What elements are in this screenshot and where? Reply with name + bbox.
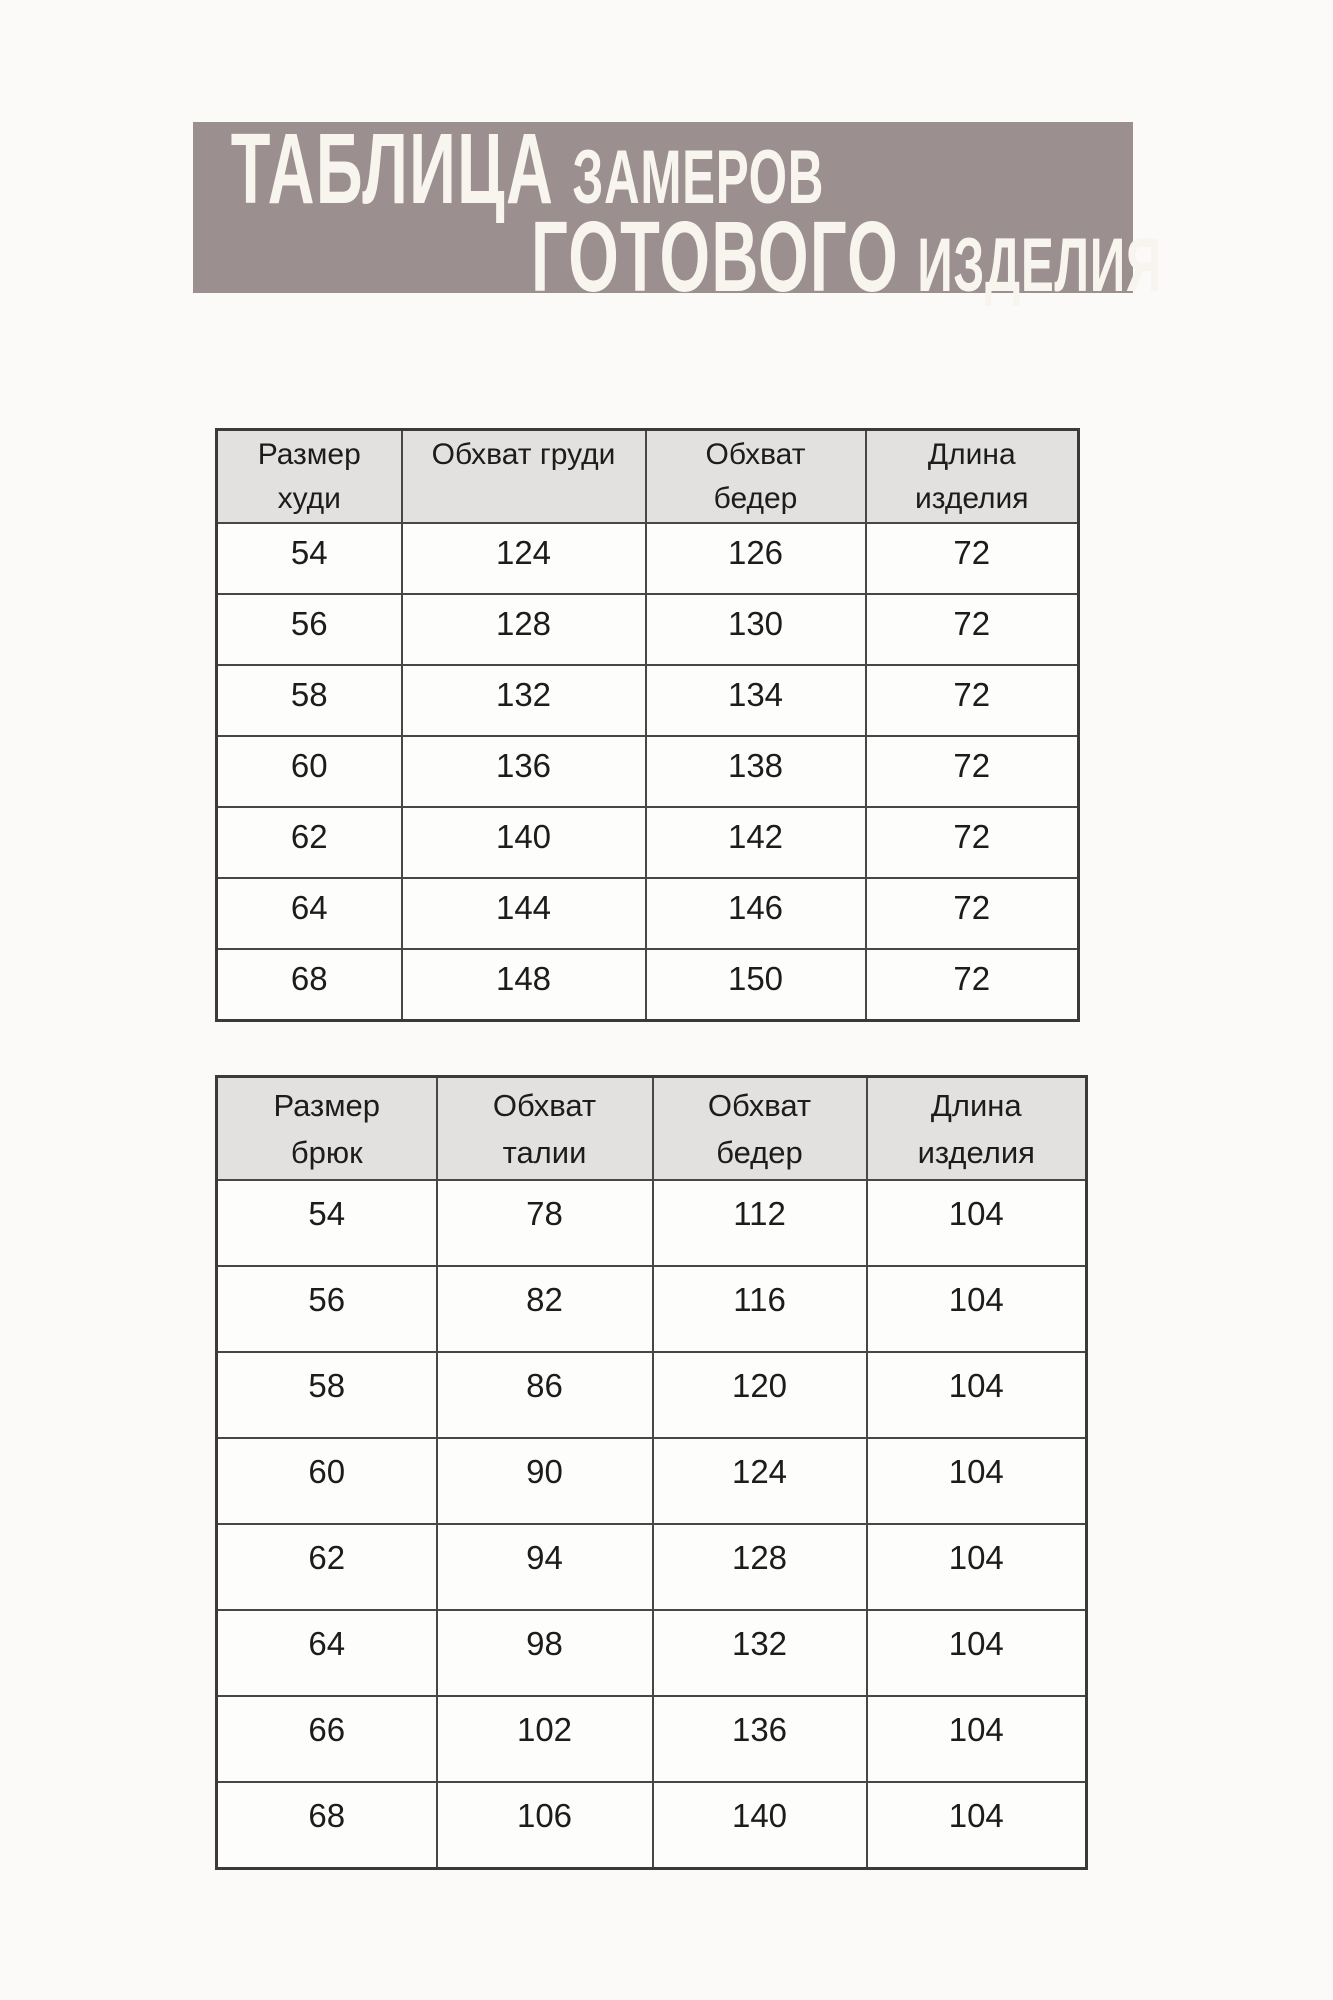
- table-cell: 106: [437, 1782, 653, 1869]
- table-cell: 78: [437, 1180, 653, 1266]
- header-row: [217, 1077, 1087, 1181]
- table-cell: 64: [217, 878, 402, 949]
- table-cell: 104: [867, 1696, 1087, 1782]
- table-cell: 94: [437, 1524, 653, 1610]
- table-cell: 140: [653, 1782, 867, 1869]
- table-cell: 72: [866, 736, 1079, 807]
- table-cell: 56: [217, 1266, 437, 1352]
- table-cell: 136: [653, 1696, 867, 1782]
- table-cell: 124: [402, 523, 646, 594]
- table-cell: 60: [217, 736, 402, 807]
- table-cell: 134: [646, 665, 866, 736]
- table-cell: 66: [217, 1696, 437, 1782]
- table-row: [217, 1696, 1087, 1782]
- column-header: Размер брюк: [217, 1077, 437, 1181]
- header-row: [217, 430, 1079, 524]
- table-cell: 104: [867, 1266, 1087, 1352]
- banner-word-zamerov: ЗАМЕРОВ: [572, 135, 825, 220]
- table-cell: 62: [217, 807, 402, 878]
- pants-size-table: [215, 1075, 1088, 1870]
- table-cell: 132: [402, 665, 646, 736]
- banner: [193, 113, 1163, 313]
- hoodie-size-table: [215, 428, 1080, 1022]
- table-cell: 104: [867, 1180, 1087, 1266]
- table-cell: 136: [402, 736, 646, 807]
- banner-word-tablitsa: ТАБЛИЦА: [230, 113, 555, 225]
- table-cell: 64: [217, 1610, 437, 1696]
- table-row: [217, 1610, 1087, 1696]
- table-row: [217, 1352, 1087, 1438]
- column-header: Обхват талии: [437, 1077, 653, 1181]
- table-row: [217, 594, 1079, 665]
- table-cell: 120: [653, 1352, 867, 1438]
- table-cell: 112: [653, 1180, 867, 1266]
- table-cell: 62: [217, 1524, 437, 1610]
- banner-word-gotovogo: ГОТОВОГО: [531, 201, 900, 313]
- table-cell: 140: [402, 807, 646, 878]
- table-cell: 68: [217, 1782, 437, 1869]
- table-cell: 72: [866, 523, 1079, 594]
- table-cell: 104: [867, 1438, 1087, 1524]
- table-cell: 130: [646, 594, 866, 665]
- table-cell: 126: [646, 523, 866, 594]
- table-cell: 86: [437, 1352, 653, 1438]
- table-cell: 104: [867, 1782, 1087, 1869]
- table-row: [217, 523, 1079, 594]
- table-row: [217, 736, 1079, 807]
- table-row: [217, 1180, 1087, 1266]
- banner-line-2: [193, 201, 1163, 313]
- table-cell: 150: [646, 949, 866, 1021]
- table-cell: 142: [646, 807, 866, 878]
- table-cell: 132: [653, 1610, 867, 1696]
- table-cell: 72: [866, 949, 1079, 1021]
- table-row: [217, 1782, 1087, 1869]
- table-cell: 54: [217, 1180, 437, 1266]
- table-cell: 98: [437, 1610, 653, 1696]
- table-cell: 104: [867, 1610, 1087, 1696]
- table-cell: 104: [867, 1352, 1087, 1438]
- table-cell: 72: [866, 665, 1079, 736]
- table-cell: 56: [217, 594, 402, 665]
- table-row: [217, 1524, 1087, 1610]
- table-row: [217, 807, 1079, 878]
- table-cell: 58: [217, 665, 402, 736]
- table-row: [217, 878, 1079, 949]
- column-header: Длина изделия: [866, 430, 1079, 524]
- column-header: Длина изделия: [867, 1077, 1087, 1181]
- column-header: Обхват бедер: [646, 430, 866, 524]
- column-header: Обхват груди: [402, 430, 646, 524]
- table-cell: 148: [402, 949, 646, 1021]
- table-cell: 104: [867, 1524, 1087, 1610]
- table-cell: 124: [653, 1438, 867, 1524]
- column-header: Обхват бедер: [653, 1077, 867, 1181]
- table-cell: 146: [646, 878, 866, 949]
- table-cell: 116: [653, 1266, 867, 1352]
- table-cell: 90: [437, 1438, 653, 1524]
- table-cell: 58: [217, 1352, 437, 1438]
- table-row: [217, 665, 1079, 736]
- table-row: [217, 1438, 1087, 1524]
- table-cell: 60: [217, 1438, 437, 1524]
- table-row: [217, 949, 1079, 1021]
- table-cell: 144: [402, 878, 646, 949]
- table-cell: 68: [217, 949, 402, 1021]
- table-cell: 72: [866, 807, 1079, 878]
- table-cell: 128: [653, 1524, 867, 1610]
- table-cell: 54: [217, 523, 402, 594]
- table-cell: 138: [646, 736, 866, 807]
- table-cell: 102: [437, 1696, 653, 1782]
- table-cell: 128: [402, 594, 646, 665]
- table-cell: 72: [866, 878, 1079, 949]
- table-cell: 72: [866, 594, 1079, 665]
- banner-line-1: [193, 113, 825, 225]
- banner-word-izdeliya: ИЗДЕЛИЯ: [917, 223, 1163, 308]
- column-header: Размер худи: [217, 430, 402, 524]
- table-cell: 82: [437, 1266, 653, 1352]
- table-row: [217, 1266, 1087, 1352]
